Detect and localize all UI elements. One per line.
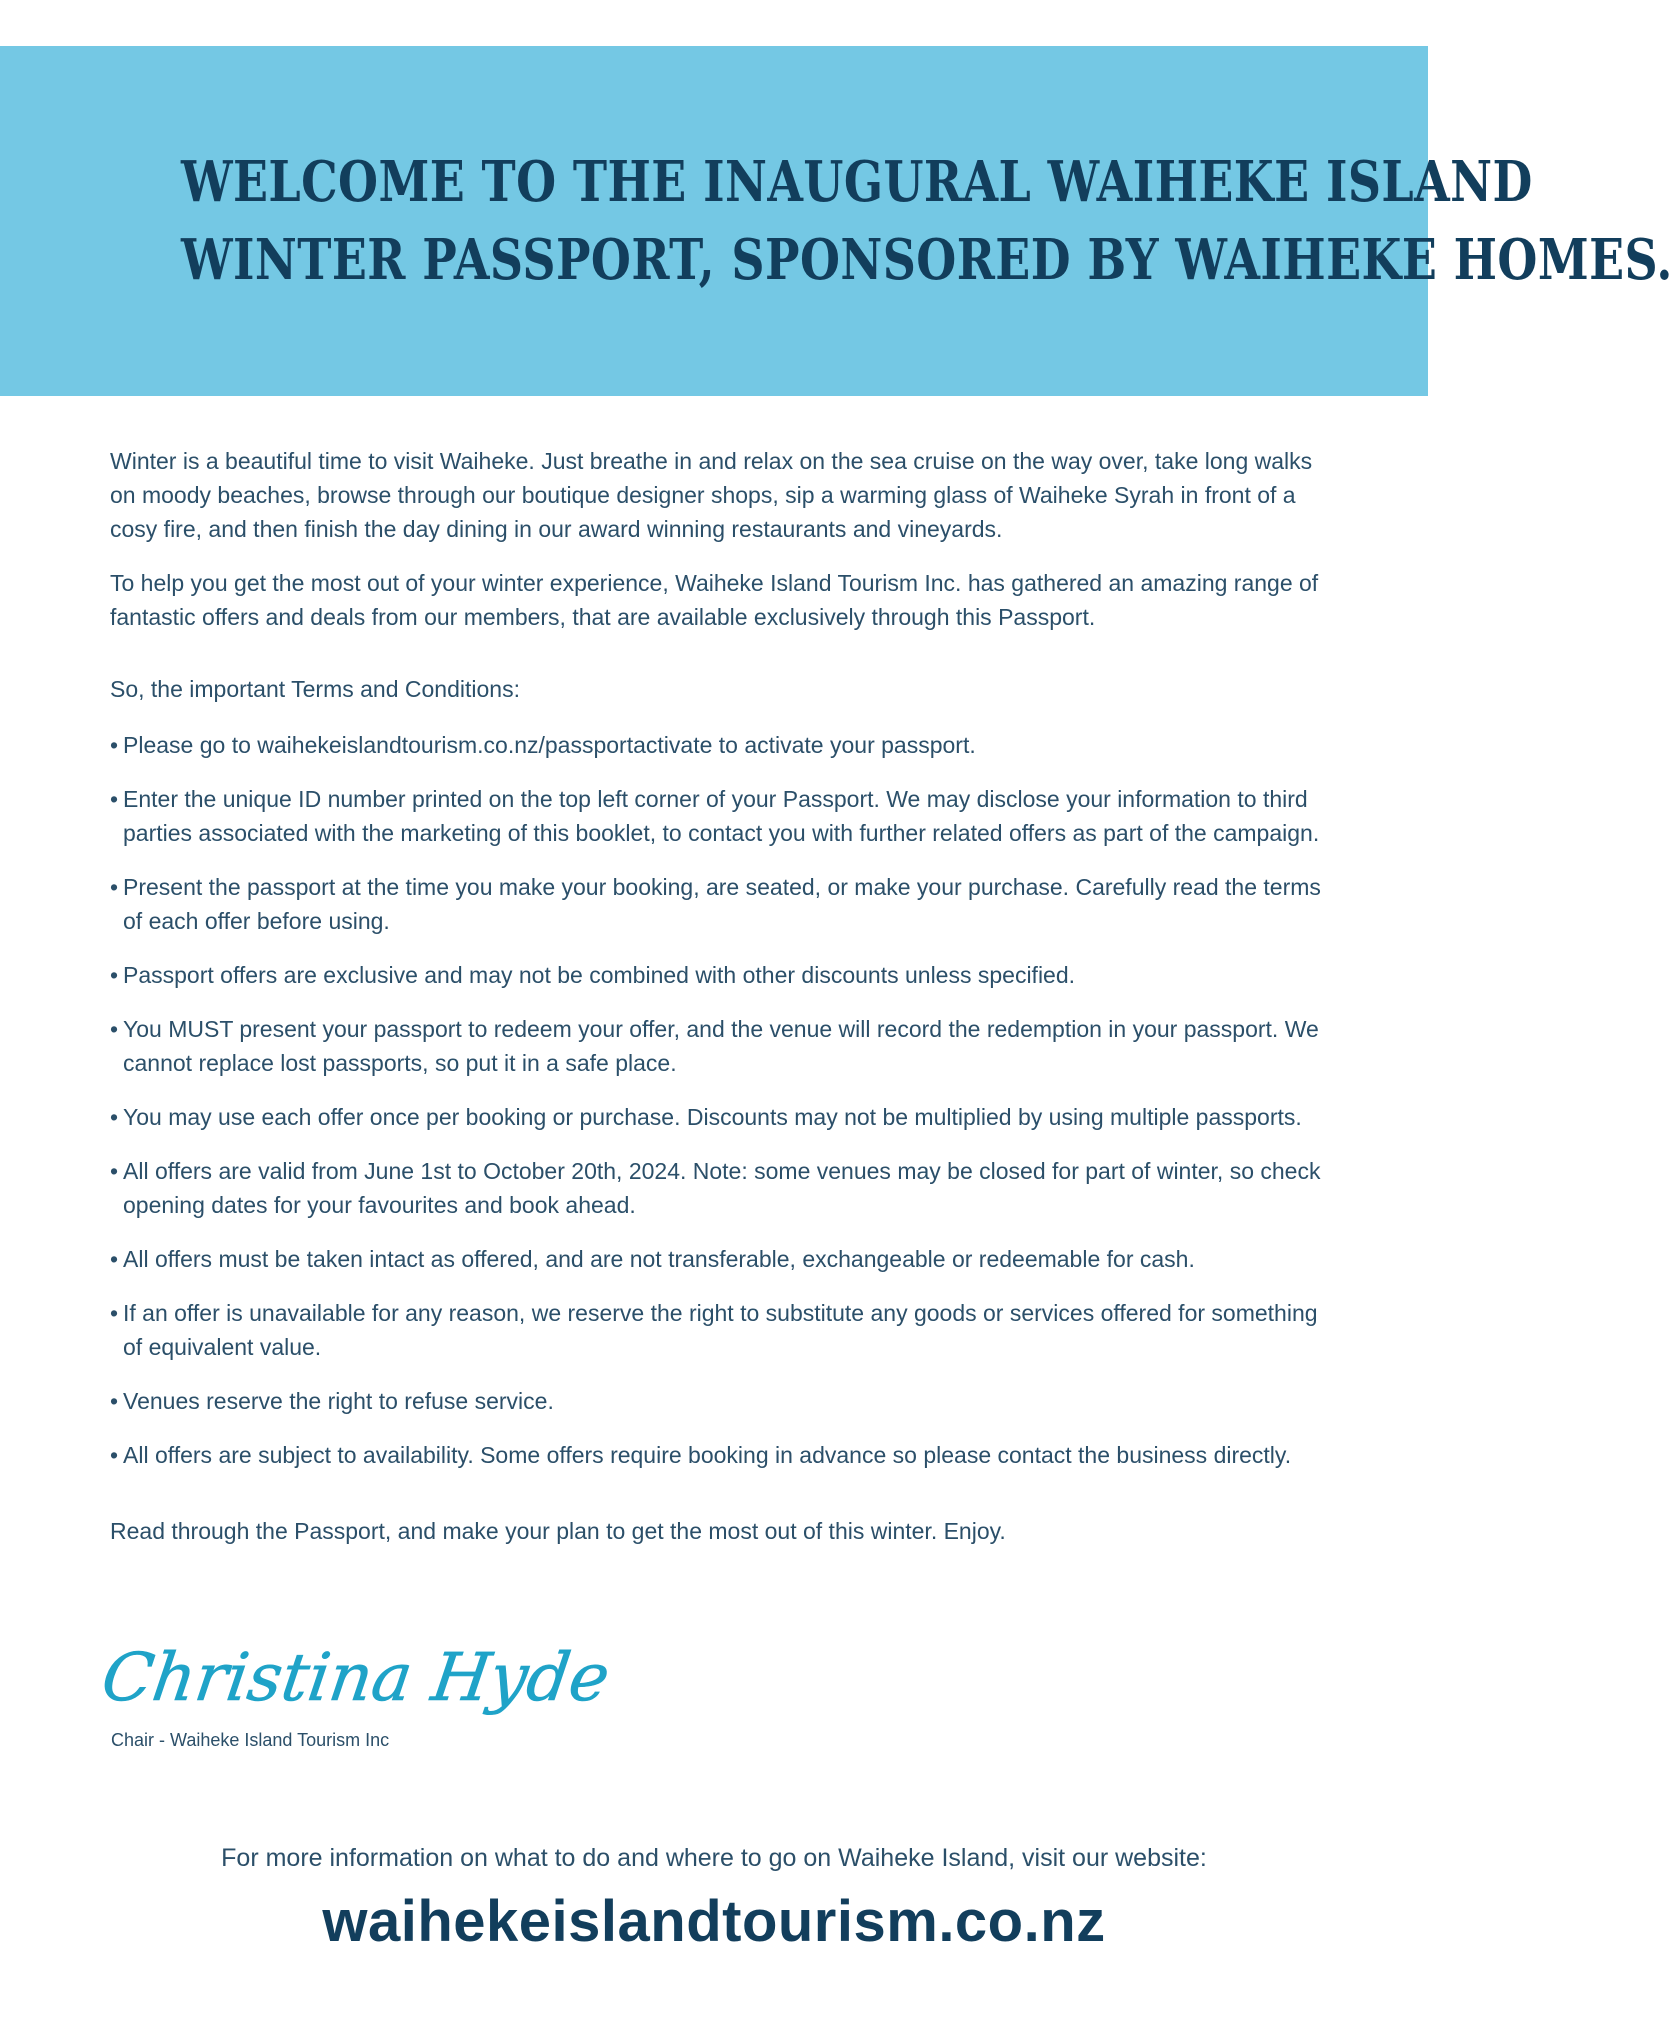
- terms-item: • Please go to waihekeislandtourism.co.nz/passportactivate to activate your passport.: [110, 728, 1325, 762]
- terms-list: [110, 728, 1325, 1472]
- terms-item: • All offers are valid from June 1st to October 20th, 2024. Note: some venues may be closed for part of winter, so check opening dates for your favourites and book ahead.: [110, 1154, 1325, 1222]
- header-banner: [0, 46, 1673, 396]
- title-line-1: WELCOME TO THE INAUGURAL WAIHEKE ISLAND: [181, 149, 1533, 215]
- page-title: [181, 143, 1673, 299]
- terms-item: • Passport offers are exclusive and may not be combined with other discounts unless specified.: [110, 958, 1325, 992]
- terms-item: • Enter the unique ID number printed on the top left corner of your Passport. We may disclose your information to third parties associated with the marketing of this booklet, to contact you with further related offers as part of the campaign.: [110, 782, 1325, 850]
- title-line-2: WINTER PASSPORT, SPONSORED BY WAIHEKE HOMES.: [181, 227, 1673, 293]
- terms-item: • Venues reserve the right to refuse service.: [110, 1384, 1325, 1418]
- intro-paragraph-1: Winter is a beautiful time to visit Waiheke. Just breathe in and relax on the sea cruise on the way over, take long walks on moody beaches, browse through our boutique designer shops, sip a warming glass of Waiheke Syrah in front of a cosy fire, and then finish the day dining in our award winning restaurants and vineyards.: [110, 448, 1313, 542]
- intro-paragraph-2: To help you get the most out of your winter experience, Waiheke Island Tourism Inc. has gathered an amazing range of fantastic offers and deals from our members, that are available exclusively through this Passport.: [110, 570, 1319, 630]
- website-link[interactable]: waihekeislandtourism.co.nz: [322, 1889, 1106, 1954]
- terms-item: • You MUST present your passport to redeem your offer, and the venue will record the redemption in your passport. We cannot replace lost passports, so put it in a safe place.: [110, 1012, 1325, 1080]
- signature-image: [97, 1626, 615, 1726]
- terms-item: • Present the passport at the time you make your booking, are seated, or make your purchase. Carefully read the terms of each offer before using.: [110, 870, 1325, 938]
- closing-paragraph: Read through the Passport, and make your plan to get the most out of this winter. Enjoy.: [110, 1518, 1006, 1544]
- terms-item: • All offers are subject to availability. Some offers require booking in advance so please contact the business directly.: [110, 1438, 1325, 1472]
- terms-item: • All offers must be taken intact as offered, and are not transferable, exchangeable or redeemable for cash.: [110, 1242, 1325, 1276]
- main-content: [110, 444, 1325, 1548]
- signature-role: Chair - Waiheke Island Tourism Inc: [111, 1730, 390, 1750]
- terms-heading: So, the important Terms and Conditions:: [110, 676, 520, 702]
- footer-text: For more information on what to do and where to go on Waiheke Island, visit our website:: [221, 1844, 1207, 1872]
- terms-item: • You may use each offer once per booking or purchase. Discounts may not be multiplied by using multiple passports.: [110, 1100, 1325, 1134]
- signature-name: Christina Hyde: [97, 1638, 615, 1716]
- terms-item: • If an offer is unavailable for any reason, we reserve the right to substitute any goods or services offered for something of equivalent value.: [110, 1296, 1325, 1364]
